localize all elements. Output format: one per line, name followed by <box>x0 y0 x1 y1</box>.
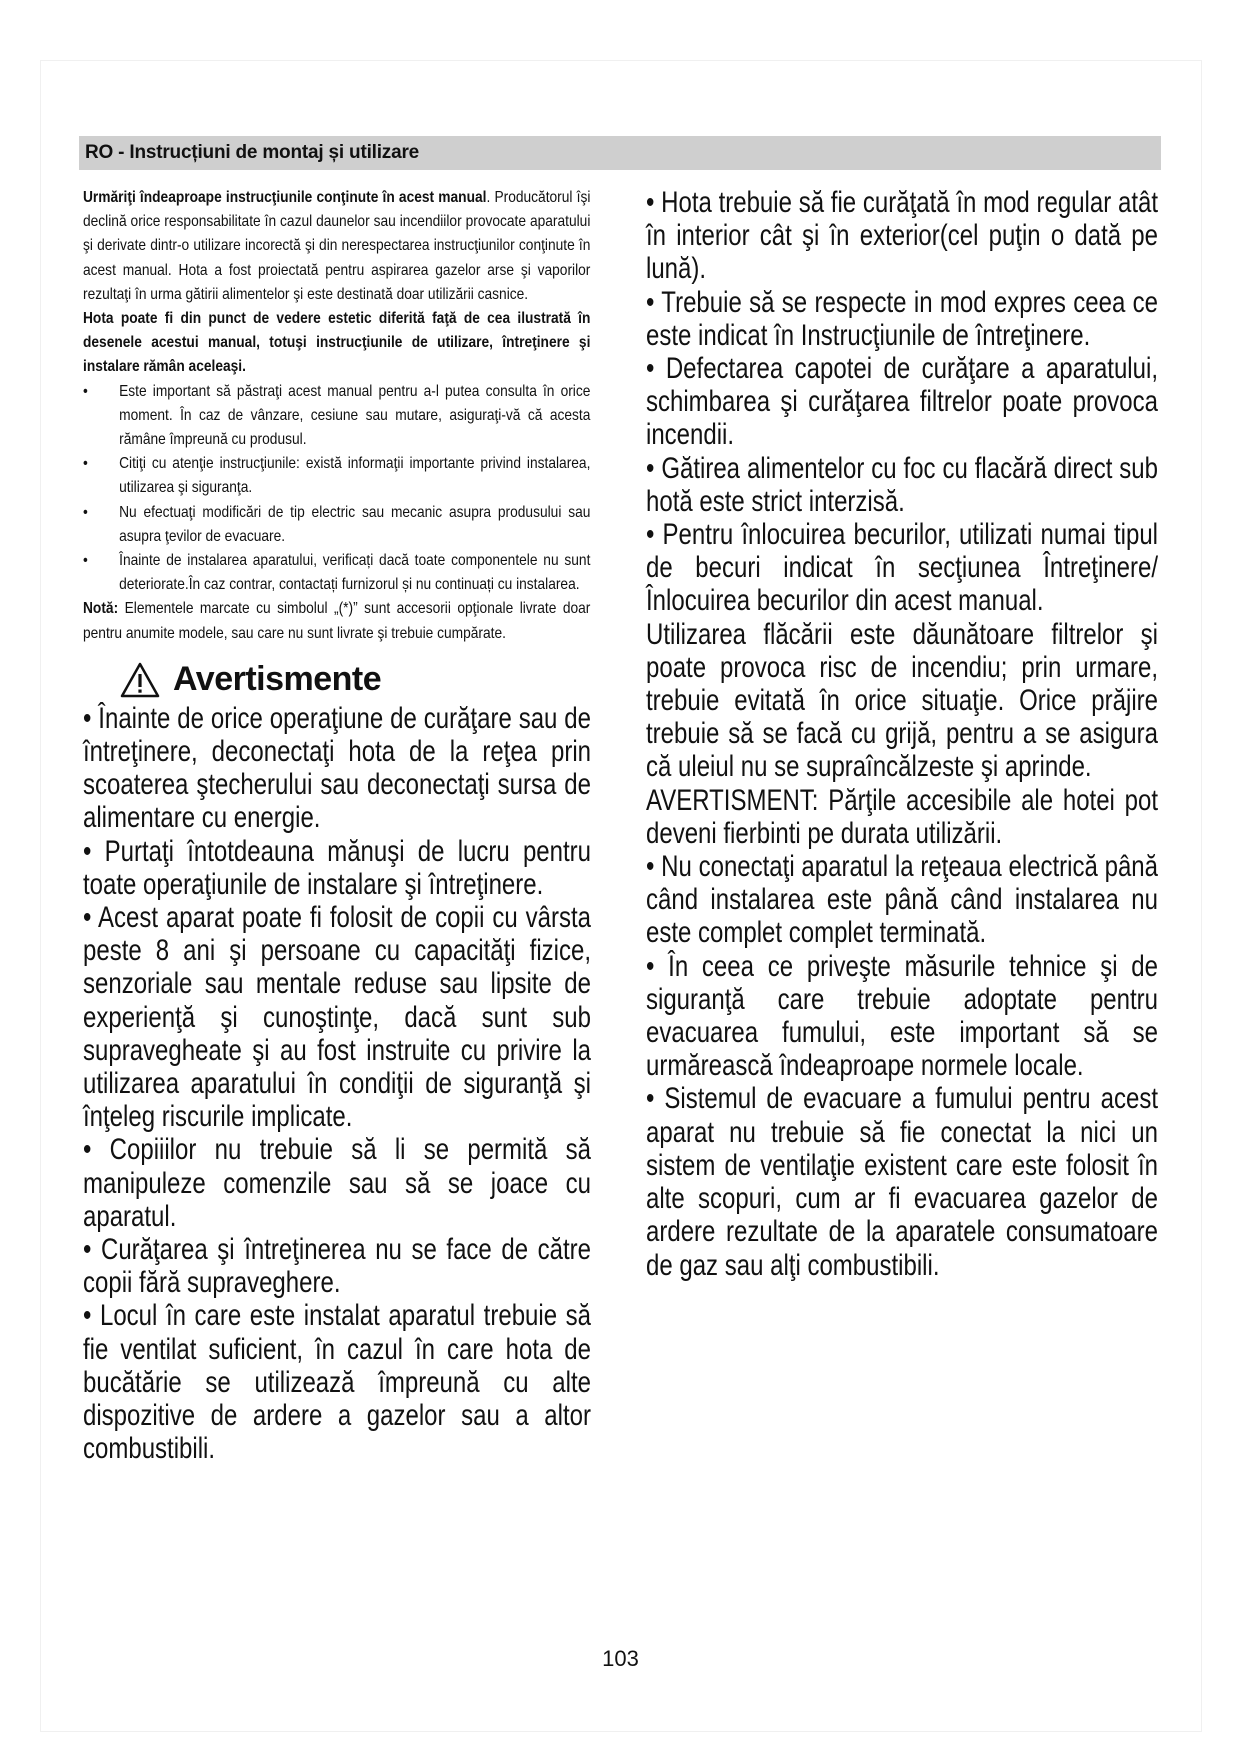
intro-paragraph <box>83 186 590 307</box>
warning-item: • Locul în care este instalat aparatul trebuie să fie ventilat suficient, în cazul în care hota de bucătărie se utilizează împreună cu alte dispozitive de ardere a gazelor sau a altor combustibili. <box>83 1299 591 1466</box>
section-header <box>79 136 1161 170</box>
warnings-right-text <box>646 186 1158 1282</box>
warning-item: • În ceea ce priveşte măsurile tehnice şi de siguranţă care trebuie adoptate pentru evacuarea fumului, este important să se urmărească îndeaproape normele locale. <box>646 949 1158 1083</box>
warnings-heading <box>83 658 591 702</box>
warning-item: • Gătirea alimentelor cu foc cu flacără direct sub hotă este strict interzisă. <box>646 451 1158 518</box>
warning-item: • Sistemul de evacuare a fumului pentru acest aparat nu trebuie să fie conectat la nici un sistem de ventilaţie existent care este folosit în alte scopuri, cum ar fi evacuarea gazelor de ardere rezultate de la aparatele consumatoare de gaz sau alţi combustibili. <box>646 1082 1158 1282</box>
intro-bullet: • Citiţi cu atenţie instrucţiunile: există informaţii importante privind instalarea, utilizarea şi siguranţa. <box>83 452 590 500</box>
warning-item: AVERTISMENT: Părţile accesibile ale hotei pot deveni fierbinti pe durata utilizării. <box>646 783 1158 850</box>
warning-item: • Înainte de orice operaţiune de curăţare sau de întreţinere, deconectaţi hota de la reţea prin scoaterea ştecherului sau deconectaţi sursa de alimentare cu energie. <box>83 701 591 835</box>
warning-item: • Purtaţi întotdeauna mănuşi de lucru pentru toate operaţiunile de instalare şi întreţinere. <box>83 834 591 901</box>
intro-block <box>83 186 590 646</box>
design-note: Hota poate fi din punct de vedere estetic diferită faţă de cea ilustrată în desenele acestui manual, totuşi instrucţiunile de utilizare, întreţinere şi instalare rămân aceleaşi. <box>83 310 591 376</box>
accessory-note <box>83 597 590 645</box>
warnings-title: Avertismente <box>173 660 382 699</box>
intro-rest: . Producătorul îşi declină orice responsabilitate în cazul daunelor sau incendiilor provocate aparatului şi derivate dintr-o utilizare incorectă şi din nerespectarea instrucţiunilor conţinute în acest manual. Hota a fost proiectată pentru aspirarea gazelor arse şi vaporilor rezultaţi în urma gătirii alimentelor şi este destinată doar utilizării casnice. <box>83 189 591 303</box>
warning-item: • Curăţarea şi întreţinerea nu se face de către copii fără supraveghere. <box>83 1232 591 1300</box>
page-number: 103 <box>602 1646 639 1671</box>
intro-bullet: • Nu efectuaţi modificări de tip electric sau mecanic asupra produsului sau asupra ţevilor de evacuare. <box>83 501 590 549</box>
warnings-left-text <box>83 702 591 1466</box>
warning-item: • Trebuie să se respecte in mod expres ceea ce este indicat în Instrucţiunile de întreţinere. <box>646 285 1158 352</box>
warning-item: Utilizarea flăcării este dăunătoare filtrelor şi poate provoca risc de incendiu; prin urmare, trebuie evitată în orice situaţie. Orice prăjire trebuie să se facă cu grijă, pentru a se asigura că uleiul nu se supraîncălzeste şi aprinde. <box>646 617 1158 784</box>
warning-triangle-icon <box>119 661 161 699</box>
intro-bullet: • Înainte de instalarea aparatului, verificați dacă toate componentele nu sunt deteriorate.În caz contrar, contactați furnizorul și nu continuați cu instalarea. <box>83 549 590 597</box>
right-column <box>646 186 1158 1282</box>
warning-item: • Pentru înlocuirea becurilor, utilizati numai tipul de becuri indicat în secţiunea Întreţinere/Înlocuirea becurilor din acest manual. <box>646 518 1158 618</box>
warning-item: • Nu conectaţi aparatul la reţeaua electrică până când instalarea este până când instalarea nu este complet complet terminată. <box>646 850 1158 950</box>
intro-lead: Urmăriţi îndeaproape instrucţiunile conţinute în acest manual <box>83 189 487 206</box>
note-label: Notă: <box>83 600 119 618</box>
warning-item: • Acest aparat poate fi folosit de copii cu vârsta peste 8 ani şi persoane cu capacităţi fizice, senzoriale sau mentale reduse sau lipsite de experienţă şi cunoştinţe, dacă sunt sub supravegheate şi au fost instruite cu privire la utilizarea aparatului în condiţii de siguranţă şi înţeleg riscurile implicate. <box>83 900 591 1134</box>
intro-bullet: • Este important să păstraţi acest manual pentru a-l putea consulta în orice moment. În caz de vânzare, cesiune sau mutare, asiguraţi-vă că acesta rămâne împreună cu produsul. <box>83 380 590 453</box>
section-title: RO - Instrucțiuni de montaj și utilizare <box>85 142 420 163</box>
warning-item: • Copiiilor nu trebuie să li se permită să manipuleze comenzile sau să se joace cu aparatul. <box>83 1133 591 1233</box>
warning-item: • Defectarea capotei de curăţare a aparatului, schimbarea şi curăţarea filtrelor poate provoca incendii. <box>646 352 1158 452</box>
intro-bullet-list <box>83 380 590 598</box>
left-column <box>83 186 591 1465</box>
warning-item: • Hota trebuie să fie curăţată în mod regular atât în interior cât şi în exterior(cel puţin o dată pe lună). <box>646 186 1158 286</box>
note-text: Elementele marcate cu simbolul „(*)” sunt accesorii opţionale livrate doar pentru anumite modele, sau care nu sunt livrate şi trebuie cumpărate. <box>83 600 591 642</box>
